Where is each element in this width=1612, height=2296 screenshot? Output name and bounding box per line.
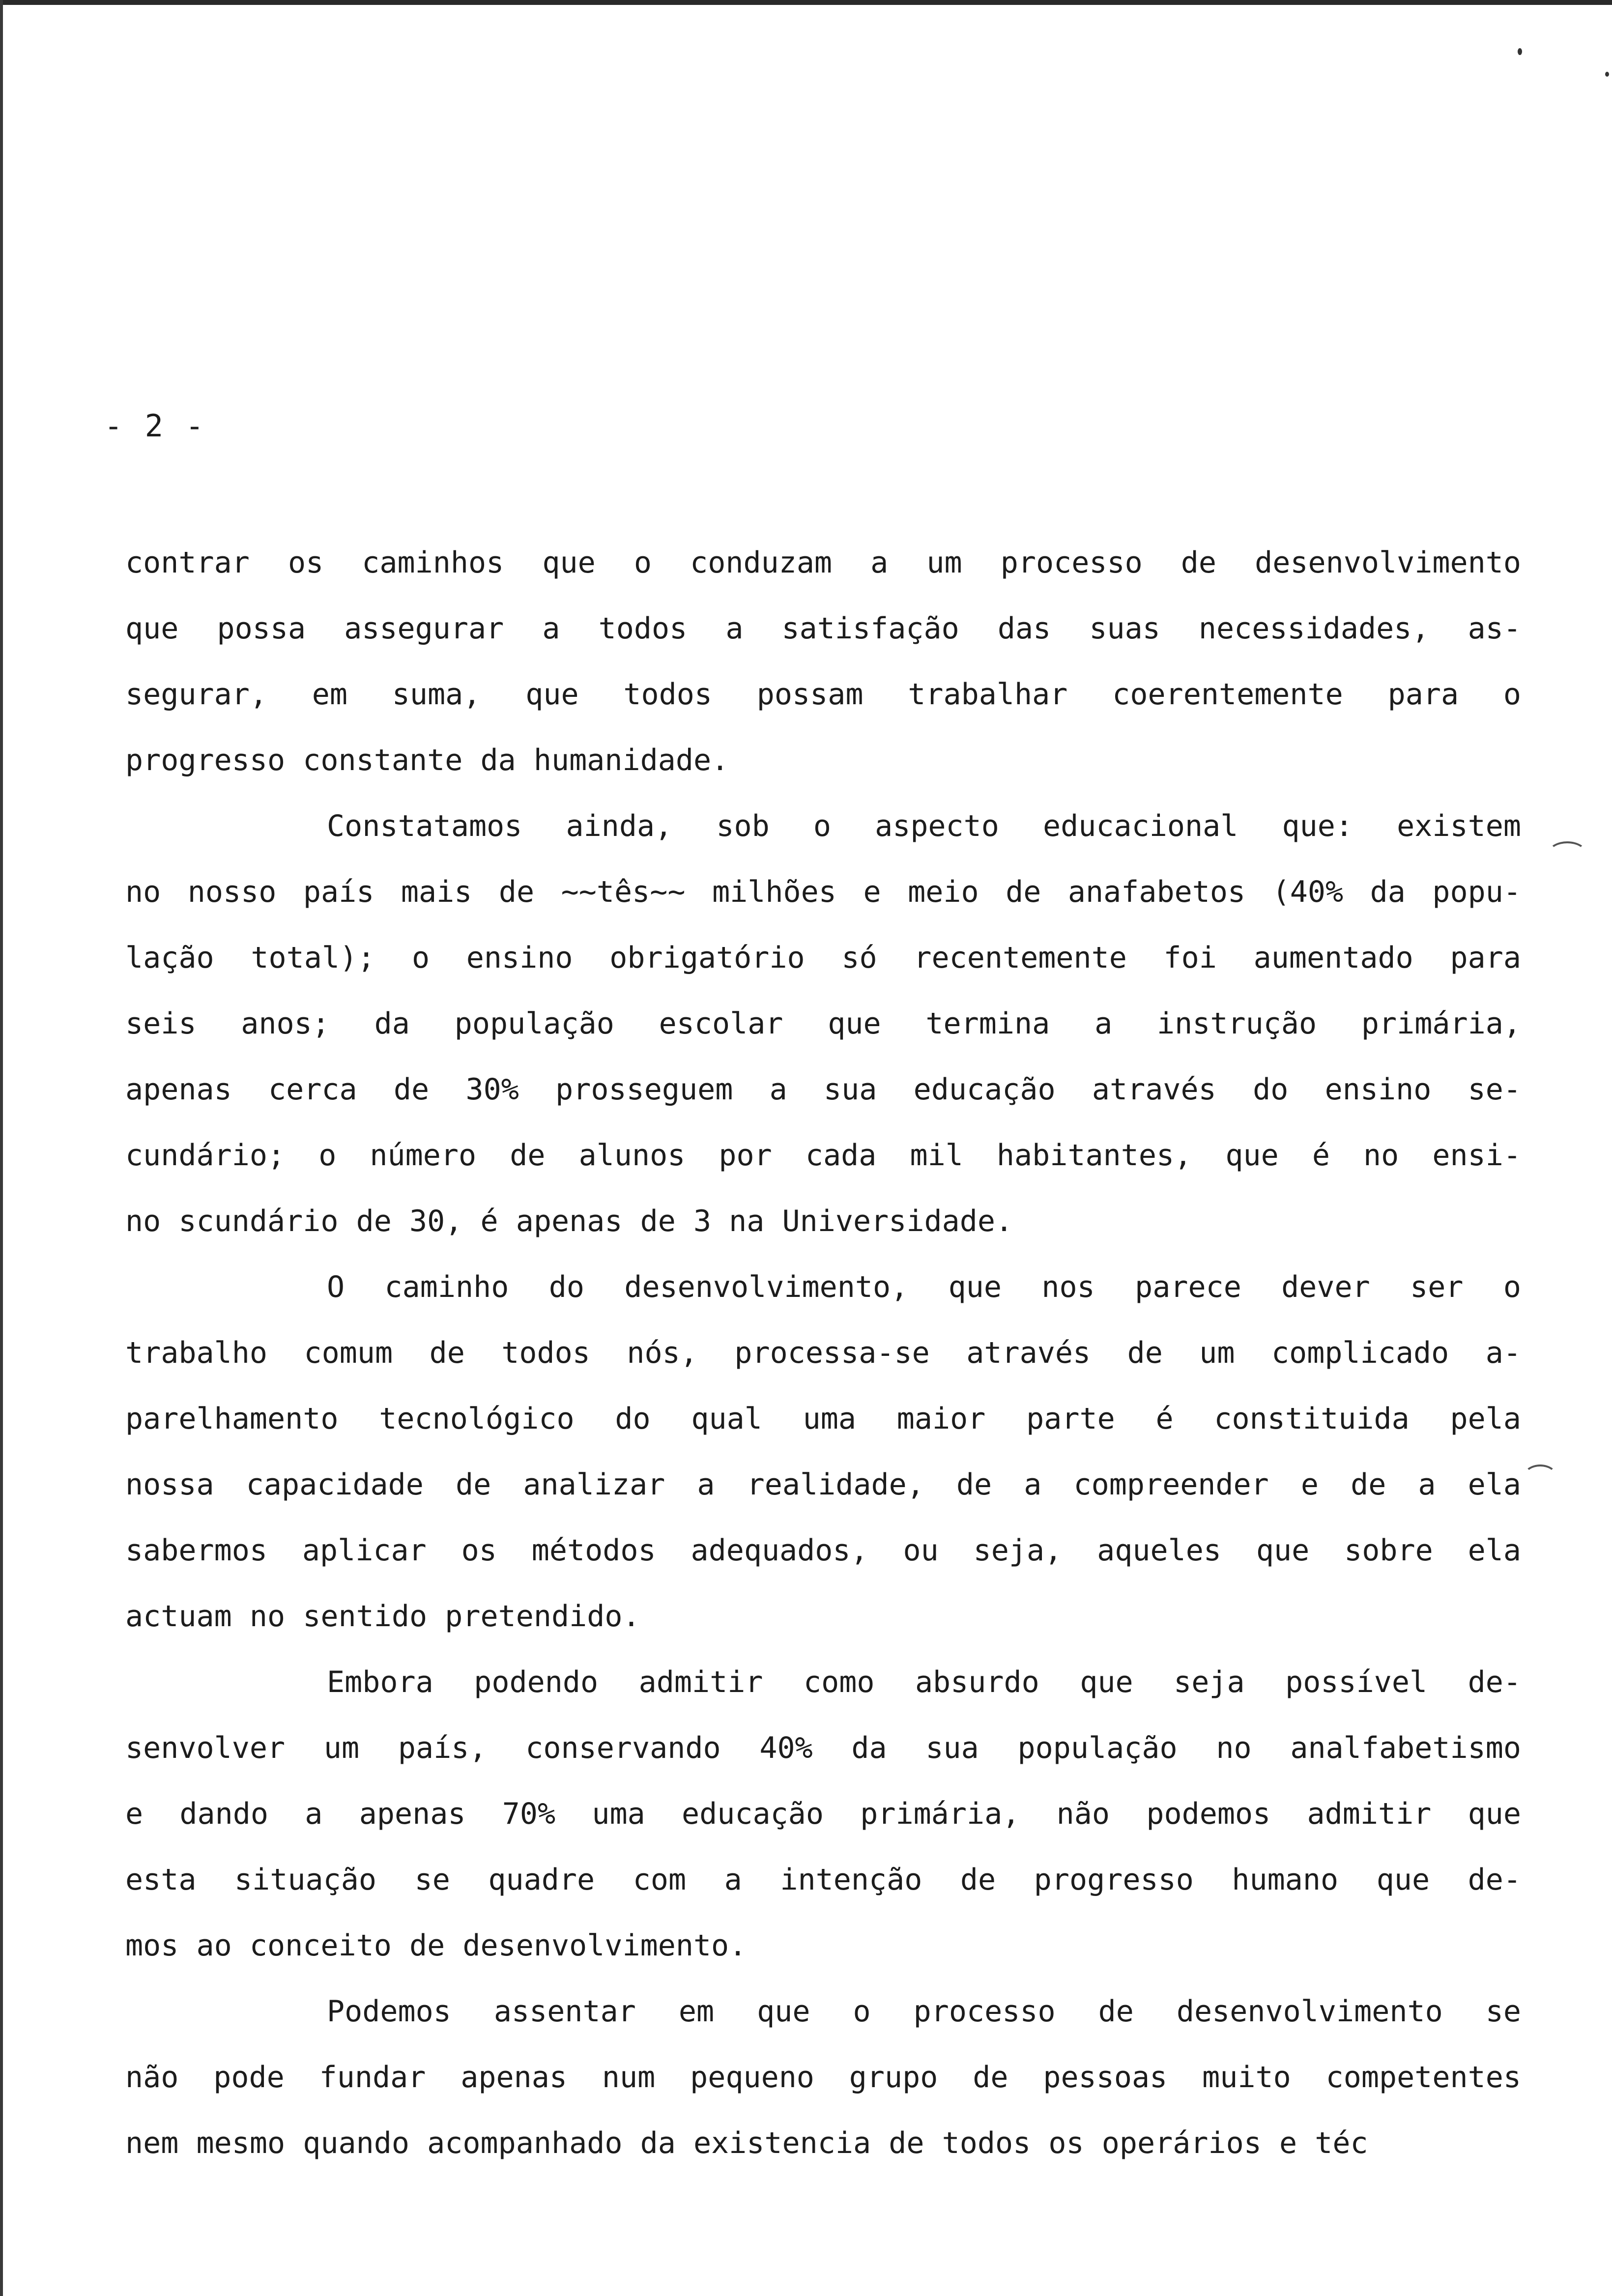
text-line: que possa assegurar a todos a satisfação das suas necessidades, as- — [125, 611, 1521, 646]
margin-pencil-mark — [1524, 1464, 1557, 1488]
ink-speck — [1518, 48, 1522, 55]
text-line: mos ao conceito de desenvolvimento. — [125, 1928, 747, 1963]
text-line: nossa capacidade de analizar a realidade, de a compreender e de a ela — [125, 1467, 1521, 1502]
text-line: seis anos; da população escolar que termina a instrução primária, — [125, 1006, 1521, 1041]
text-line: apenas cerca de 30% prosseguem a sua educação através do ensino se- — [125, 1072, 1521, 1107]
typewritten-text-body — [125, 530, 1521, 2176]
text-line: progresso constante da humanidade. — [125, 743, 729, 777]
text-line: actuam no sentido pretendido. — [125, 1599, 640, 1634]
text-line: sabermos aplicar os métodos adequados, ou seja, aqueles que sobre ela — [125, 1533, 1521, 1568]
text-line: parelhamento tecnológico do qual uma maior parte é constituida pela — [125, 1402, 1521, 1436]
paragraph — [125, 1649, 1521, 1979]
text-line: senvolver um país, conservando 40% da sua população no analfabetismo — [125, 1731, 1521, 1765]
text-line: contrar os caminhos que o conduzam a um processo de desenvolvimento — [125, 545, 1521, 580]
text-line: e dando a apenas 70% uma educação primária, não podemos admitir que — [125, 1797, 1521, 1831]
text-line: cundário; o número de alunos por cada mil habitantes, que é no ensi- — [125, 1138, 1521, 1173]
text-line: Constatamos ainda, sob o aspecto educacional que: existem — [327, 809, 1521, 843]
text-line: no scundário de 30, é apenas de 3 na Universidade. — [125, 1204, 1013, 1238]
page-number: - 2 - — [104, 408, 206, 444]
text-line: lação total); o ensino obrigatório só recentemente foi aumentado para — [125, 941, 1521, 975]
text-line: Embora podendo admitir como absurdo que seja possível de- — [327, 1665, 1521, 1699]
text-line: trabalho comum de todos nós, processa-se através de um complicado a- — [125, 1336, 1521, 1370]
text-line: no nosso país mais de ~~tês~~ milhões e meio de anafabetos (40% da popu- — [125, 875, 1521, 909]
text-line: não pode fundar apenas num pequeno grupo de pessoas muito competentes — [125, 2060, 1521, 2095]
text-line: segurar, em suma, que todos possam trabalhar coerentemente para o — [125, 677, 1521, 712]
text-line: nem mesmo quando acompanhado da existencia de todos os operários e téc — [125, 2126, 1368, 2160]
page-left-edge — [0, 0, 3, 2296]
text-line: esta situação se quadre com a intenção de progresso humano que de- — [125, 1863, 1521, 1897]
text-line: Podemos assentar em que o processo de desenvolvimento se — [327, 1994, 1521, 2029]
paragraph — [125, 1254, 1521, 1649]
paragraph — [125, 793, 1521, 1254]
page-top-edge — [0, 0, 1612, 5]
ink-speck — [1605, 72, 1609, 77]
text-line: O caminho do desenvolvimento, que nos parece dever ser o — [327, 1270, 1521, 1304]
paragraph — [125, 1979, 1521, 2176]
margin-pencil-mark — [1548, 841, 1586, 865]
paragraph — [125, 530, 1521, 793]
